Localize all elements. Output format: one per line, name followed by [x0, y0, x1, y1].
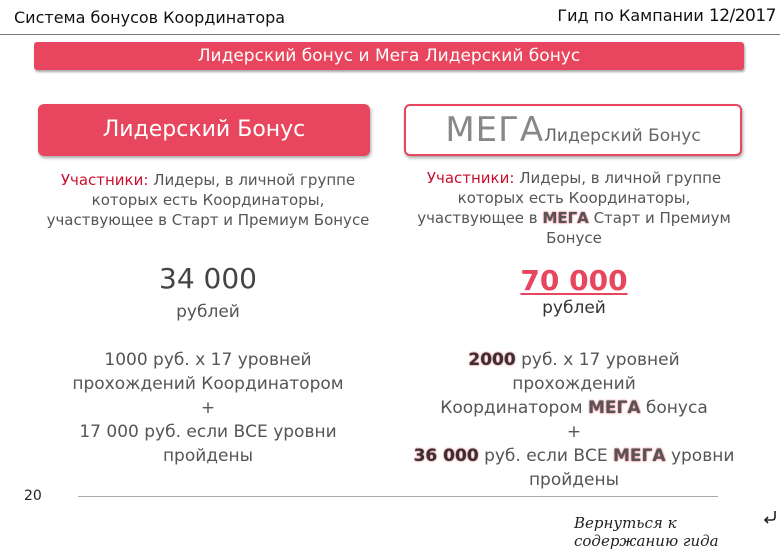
header-title: Система бонусов Координатора	[14, 8, 286, 27]
leader-currency: рублей	[176, 302, 240, 322]
guide-title	[557, 6, 776, 26]
participants-text: Лидеры, в личной группе которых есть Координаторы, участвующее в Старт и Премиум Бонусе	[46, 171, 370, 229]
mega-highlight: МЕГА	[587, 398, 641, 418]
mega-highlight: МЕГА	[542, 209, 589, 227]
calc-text: бонуса	[645, 398, 708, 418]
mega-participants	[406, 168, 742, 248]
calc-text: Координатором	[440, 398, 583, 418]
calc-line	[406, 444, 742, 468]
mega-calculation	[406, 348, 742, 492]
calc-number: 36 000	[413, 446, 479, 466]
calc-line	[406, 348, 742, 396]
guide-name: Гид по Кампании	[557, 6, 704, 25]
calc-line	[406, 396, 742, 420]
leader-calculation	[40, 348, 376, 468]
calc-text: руб. если ВСЕ	[484, 446, 608, 466]
participants-label: Участники:	[426, 169, 515, 187]
mega-amount: 70 000	[520, 264, 628, 297]
calc-number: 2000	[468, 350, 516, 370]
calc-line: пройдены	[162, 446, 254, 466]
leader-bonus-title: Лидерский Бонус	[38, 104, 370, 156]
header-divider	[0, 34, 780, 35]
calc-line: пройдены	[528, 470, 620, 490]
calc-line: прохождений Координатором	[72, 374, 344, 394]
calc-plus: +	[200, 398, 216, 418]
return-arrow-icon[interactable]	[762, 508, 778, 524]
mega-word: МЕГА	[445, 110, 545, 150]
participants-text: Лидеры, в личной группе которых есть Координаторы, участвующее в	[417, 169, 722, 227]
calc-line: 1000 руб. х 17 уровней	[104, 350, 312, 370]
footer-divider	[78, 496, 718, 497]
page-number: 20	[24, 488, 42, 504]
leader-amount: 34 000	[159, 262, 257, 295]
calc-line: 17 000 руб. если ВСЕ уровни	[79, 422, 337, 442]
mega-leader-bonus-title	[404, 104, 742, 156]
calc-text: руб. х 17 уровней прохождений	[512, 350, 680, 394]
mega-title-rest: Лидерский Бонус	[544, 126, 701, 146]
mega-currency: рублей	[542, 298, 606, 318]
calc-plus: +	[566, 422, 582, 442]
guide-period: 12/2017	[708, 6, 776, 26]
section-banner: Лидерский бонус и Мега Лидерский бонус	[34, 42, 744, 70]
calc-text: уровни	[670, 446, 735, 466]
leader-participants	[40, 170, 376, 230]
participants-label: Участники:	[60, 171, 149, 189]
mega-highlight: МЕГА	[613, 446, 666, 466]
back-to-contents-link[interactable]: Вернуться к содержанию гида	[574, 514, 719, 550]
participants-text: Старт и Премиум Бонусе	[546, 209, 731, 247]
